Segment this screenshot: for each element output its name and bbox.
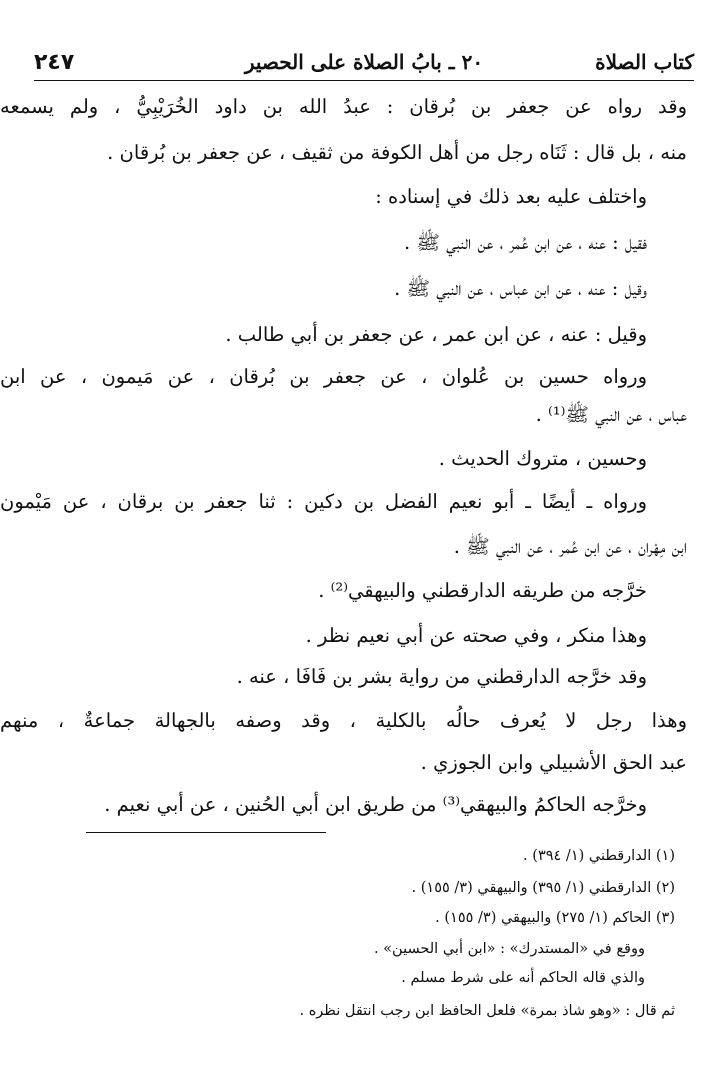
- text-line: فقيل : عنه ، عن ابن عُمر ، عن النبي ﷺ .: [404, 231, 647, 254]
- text-line: وحسين ، متروك الحديث .: [438, 447, 647, 470]
- footnote: (٢) الدارقطني (١/ ٣٩٥) والبيهقي (٣/ ١٥٥) .: [411, 880, 675, 896]
- text-line: خرَّجه من طريقه الدارقطني والبيهقي⁽²⁾ .: [318, 579, 647, 602]
- text-line: وهذا منكر ، وفي صحته عن أبي نعيم نظر .: [305, 624, 647, 647]
- footnote: (١) الدارقطني (١/ ٣٩٤) .: [523, 848, 675, 864]
- text-line: وقد خرَّجه الدارقطني من رواية بشر بن فَافَا ، عنه .: [236, 665, 647, 688]
- footnote-comment: والذي قاله الحاكم أنه على شرط مسلم .: [401, 970, 645, 986]
- header-divider: [34, 80, 694, 81]
- page-number: ٢٤٧: [34, 50, 75, 75]
- footnote-divider: [86, 832, 326, 833]
- chapter-title: ٢٠ ـ بابُ الصلاة على الحصير: [244, 50, 484, 74]
- text-line: منه ، بل قال : ثَنَاه رجل من أهل الكوفة من ثقيف ، عن جعفر بن بُرقان .: [107, 141, 687, 164]
- text-line: ابن مِهْران ، عن ابن عُمر ، عن النبي ﷺ .: [453, 535, 687, 558]
- footnote-comment: ثم قال : «وهو شاذ بمرة» فلعل الحافظ ابن رجب انتقل نظره .: [299, 1003, 675, 1019]
- text-line: وخرَّجه الحاكمُ والبيهقي⁽³⁾ من طريق ابن أبي الحُنين ، عن أبي نعيم .: [104, 793, 647, 816]
- running-header: [34, 46, 694, 80]
- book-title: كتاب الصلاة: [595, 50, 694, 74]
- text-line: عبد الحق الأشبيلي وابن الجوزي .: [420, 751, 687, 774]
- text-line: عباس ، عن النبي ﷺ⁽¹⁾ .: [535, 403, 687, 426]
- text-line: وقد رواه عن جعفر بن بُرقان : عبدُ الله بن داود الخُرَيْبِيُّ ، ولم يسمعه: [0, 95, 687, 118]
- text-line: وقيل : عنه ، عن ابن عباس ، عن النبي ﷺ .: [394, 277, 647, 300]
- footnote-comment: ووقع في «المستدرك» : «ابن أبي الحسين» .: [373, 941, 645, 957]
- text-line: ورواه حسين بن عُلوان ، عن جعفر بن بُرقان ، عن مَيمون ، عن ابن: [0, 365, 647, 388]
- text-line: ورواه ـ أيضًا ـ أبو نعيم الفضل بن دكين : ثنا جعفر بن برقان ، عن مَيْمون: [0, 490, 647, 513]
- text-line: وقيل : عنه ، عن ابن عمر ، عن جعفر بن أبي طالب .: [225, 323, 647, 346]
- text-line: واختلف عليه بعد ذلك في إسناده :: [375, 185, 647, 208]
- footnote: (٣) الحاكم (١/ ٢٧٥) والبيهقي (٣/ ١٥٥) .: [435, 910, 675, 926]
- text-line: وهذا رجل لا يُعرف حالُه بالكلية ، وقد وصفه بالجهالة جماعةٌ ، منهم: [0, 709, 687, 732]
